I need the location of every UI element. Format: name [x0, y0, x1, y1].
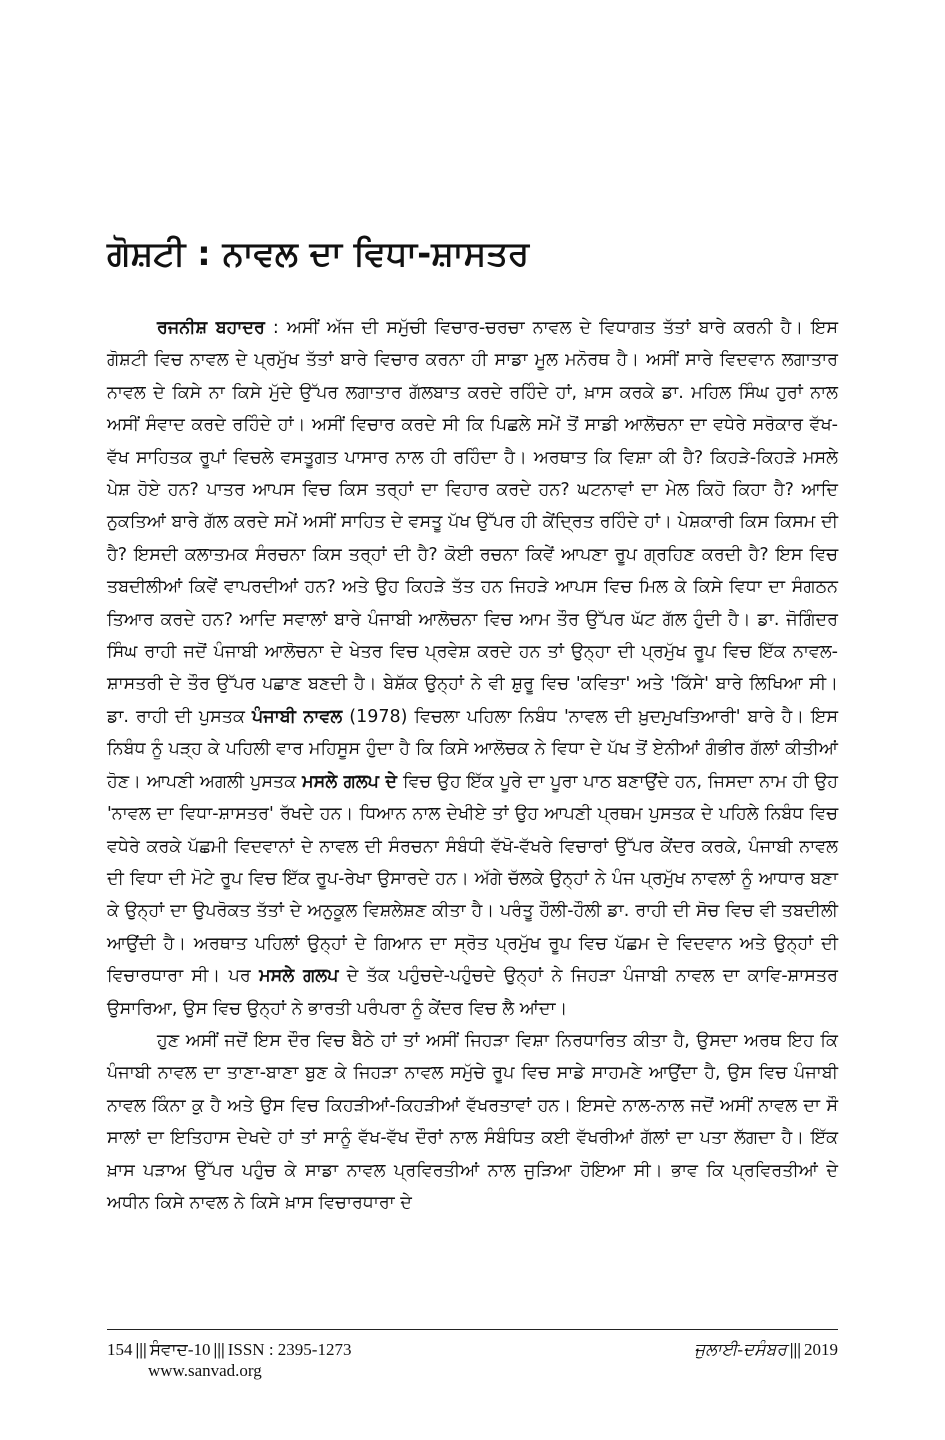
page-number: 154	[107, 1340, 133, 1359]
book-title: ਪੰਜਾਬੀ ਨਾਵਲ	[252, 706, 343, 727]
paragraph: ਹੁਣ ਅਸੀਂ ਜਦੋਂ ਇਸ ਦੌਰ ਵਿਚ ਬੈਠੇ ਹਾਂ ਤਾਂ ਅਸੀਂ ਜਿਹੜਾ ਵਿਸ਼ਾ ਨਿਰਧਾਰਿਤ ਕੀਤਾ ਹੈ, ਉਸਦਾ ਅਰਥ ਇਹ ਕਿ ਪੰਜਾਬੀ ਨਾਵਲ ਦਾ ਤਾਣਾ-ਬਾਣਾ ਬੁਣ ਕੇ ਜਿਹੜਾ ਨਾਵਲ ਸਮੁੱਚੇ ਰੂਪ ਵਿਚ ਸਾਡੇ ਸਾਹਮਣੇ ਆਉਂਦਾ ਹੈ, ਉਸ ਵਿਚ ਪੰਜਾਬੀ ਨਾਵਲ ਕਿੰਨਾ ਕੁ ਹੈ ਅਤੇ ਉਸ ਵਿਚ ਕਿਹੜੀਆਂ-ਕਿਹੜੀਆਂ ਵੱਖਰਤਾਵਾਂ ਹਨ। ਇਸਦੇ ਨਾਲ-ਨਾਲ ਜਦੋਂ ਅਸੀਂ ਨਾਵਲ ਦਾ ਸੌ ਸਾਲਾਂ ਦਾ ਇਤਿਹਾਸ ਦੇਖਦੇ ਹਾਂ ਤਾਂ ਸਾਨੂੰ ਵੱਖ-ਵੱਖ ਦੌਰਾਂ ਨਾਲ ਸੰਬੰਧਿਤ ਕਈ ਵੱਖਰੀਆਂ ਗੱਲਾਂ ਦਾ ਪਤਾ ਲੱਗਦਾ ਹੈ। ਇੱਕ ਖ਼ਾਸ ਪੜਾਅ ਉੱਪਰ ਪਹੁੰਚ ਕੇ ਸਾਡਾ ਨਾਵਲ ਪ੍ਰਵਿਰਤੀਆਂ ਨਾਲ ਜੁੜਿਆ ਹੋਇਆ ਸੀ। ਭਾਵ ਕਿ ਪ੍ਰਵਿਰਤੀਆਂ ਦੇ ਅਧੀਨ ਕਿਸੇ ਨਾਵਲ ਨੇ ਕਿਸੇ ਖ਼ਾਸ ਵਿਚਾਰਧਾਰਾ ਦੇ	[107, 1030, 838, 1213]
journal-name: ਸੰਵਾਦ-10	[149, 1340, 211, 1359]
footer-divider	[107, 1329, 838, 1330]
book-title: ਮਸਲੇ ਗਲਪ ਦੇ	[302, 771, 398, 792]
paragraph-text: : ਅਸੀਂ ਅੱਜ ਦੀ ਸਮੁੱਚੀ ਵਿਚਾਰ-ਚਰਚਾ ਨਾਵਲ ਦੇ ਵਿਧਾਗਤ ਤੱਤਾਂ ਬਾਰੇ ਕਰਨੀ ਹੈ। ਇਸ ਗੋਸ਼ਟੀ ਵਿਚ ਨਾਵਲ ਦੇ ਪ੍ਰਮੁੱਖ ਤੱਤਾਂ ਬਾਰੇ ਵਿਚਾਰ ਕਰਨਾ ਹੀ ਸਾਡਾ ਮੂਲ ਮਨੋਰਥ ਹੈ। ਅਸੀਂ ਸਾਰੇ ਵਿਦਵਾਨ ਲਗਾਤਾਰ ਨਾਵਲ ਦੇ ਕਿਸੇ ਨਾ ਕਿਸੇ ਮੁੱਦੇ ਉੱਪਰ ਲਗਾਤਾਰ ਗੱਲਬਾਤ ਕਰਦੇ ਰਹਿੰਦੇ ਹਾਂ, ਖ਼ਾਸ ਕਰਕੇ ਡਾ. ਮਹਿਲ ਸਿੰਘ ਹੁਰਾਂ ਨਾਲ ਅਸੀਂ ਸੰਵਾਦ ਕਰਦੇ ਰਹਿੰਦੇ ਹਾਂ। ਅਸੀਂ ਵਿਚਾਰ ਕਰਦੇ ਸੀ ਕਿ ਪਿਛਲੇ ਸਮੇਂ ਤੋਂ ਸਾਡੀ ਆਲੋਚਨਾ ਦਾ ਵਧੇਰੇ ਸਰੋਕਾਰ ਵੱਖ-ਵੱਖ ਸਾਹਿਤਕ ਰੂਪਾਂ ਵਿਚਲੇ ਵਸਤੂਗਤ ਪਾਸਾਰ ਨਾਲ ਹੀ ਰਹਿੰਦਾ ਹੈ। ਅਰਥਾਤ ਕਿ ਵਿਸ਼ਾ ਕੀ ਹੈ? ਕਿਹੜੇ-ਕਿਹੜੇ ਮਸਲੇ ਪੇਸ਼ ਹੋਏ ਹਨ? ਪਾਤਰ ਆਪਸ ਵਿਚ ਕਿਸ ਤਰ੍ਹਾਂ ਦਾ ਵਿਹਾਰ ਕਰਦੇ ਹਨ? ਘਟਨਾਵਾਂ ਦਾ ਮੇਲ ਕਿਹੋ ਕਿਹਾ ਹੈ? ਆਦਿ ਨੁਕਤਿਆਂ ਬਾਰੇ ਗੱਲ ਕਰਦੇ ਸਮੇਂ ਅਸੀਂ ਸਾਹਿਤ ਦੇ ਵਸਤੂ ਪੱਖ ਉੱਪਰ ਹੀ ਕੇਂਦ੍ਰਿਤ ਰਹਿੰਦੇ ਹਾਂ। ਪੇਸ਼ਕਾਰੀ ਕਿਸ ਕਿਸਮ ਦੀ ਹੈ? ਇਸਦੀ ਕਲਾਤਮਕ ਸੰਰਚਨਾ ਕਿਸ ਤਰ੍ਹਾਂ ਦੀ ਹੈ? ਕੋਈ ਰਚਨਾ ਕਿਵੇਂ ਆਪਣਾ ਰੂਪ ਗ੍ਰਹਿਣ ਕਰਦੀ ਹੈ? ਇਸ ਵਿਚ ਤਬਦੀਲੀਆਂ ਕਿਵੇਂ ਵਾਪਰਦੀਆਂ ਹਨ? ਅਤੇ ਉਹ ਕਿਹੜੇ ਤੱਤ ਹਨ ਜਿਹੜੇ ਆਪਸ ਵਿਚ ਮਿਲ ਕੇ ਕਿਸੇ ਵਿਧਾ ਦਾ ਸੰਗਠਨ ਤਿਆਰ ਕਰਦੇ ਹਨ? ਆਦਿ ਸਵਾਲਾਂ ਬਾਰੇ ਪੰਜਾਬੀ ਆਲੋਚਨਾ ਵਿਚ ਆਮ ਤੌਰ ਉੱਪਰ ਘੱਟ ਗੱਲ ਹੁੰਦੀ ਹੈ। ਡਾ. ਜੋਗਿੰਦਰ ਸਿੰਘ ਰਾਹੀ ਜਦੋਂ ਪੰਜਾਬੀ ਆਲੋਚਨਾ ਦੇ ਖੇਤਰ ਵਿਚ ਪ੍ਰਵੇਸ਼ ਕਰਦੇ ਹਨ ਤਾਂ ਉਨ੍ਹਾ ਦੀ ਪ੍ਰਮੁੱਖ ਰੂਪ ਵਿਚ ਇੱਕ ਨਾਵਲ-ਸ਼ਾਸਤਰੀ ਦੇ ਤੌਰ ਉੱਪਰ ਪਛਾਣ ਬਣਦੀ ਹੈ। ਬੇਸ਼ੱਕ ਉਨ੍ਹਾਂ ਨੇ ਵੀ ਸ਼ੁਰੂ ਵਿਚ 'ਕਵਿਤਾ' ਅਤੇ 'ਕਿੱਸੇ' ਬਾਰੇ ਲਿਖਿਆ ਸੀ। ਡਾ. ਰਾਹੀ ਦੀ ਪੁਸਤਕ	[107, 318, 838, 727]
issue-period: ਜੁਲਾਈ-ਦਸੰਬਰ	[694, 1340, 787, 1359]
footer-separator: |||	[213, 1340, 225, 1359]
article-title: ਗੋਸ਼ਟੀ : ਨਾਵਲ ਦਾ ਵਿਧਾ-ਸ਼ਾਸਤਰ	[107, 234, 530, 274]
issn: ISSN : 2395-1273	[227, 1340, 352, 1359]
paragraph-text: (1978) ਵਿਚਲਾ ਪਹਿਲਾ ਨਿਬੰਧ 'ਨਾਵਲ ਦੀ ਖ਼ੁਦਮੁਖਤਿਆਰੀ' ਬਾਰੇ ਹੈ। ਇਸ ਨਿਬੰਧ ਨੂੰ ਪੜ੍ਹ ਕੇ ਪਹਿਲੀ ਵਾਰ ਮਹਿਸੂਸ ਹੁੰਦਾ ਹੈ ਕਿ ਕਿਸੇ ਆਲੋਚਕ ਨੇ ਵਿਧਾ ਦੇ ਪੱਖ ਤੋਂ ਏਨੀਆਂ ਗੰਭੀਰ ਗੱਲਾਂ ਕੀਤੀਆਂ ਹੋਣ। ਆਪਣੀ ਅਗਲੀ ਪੁਸਤਕ	[107, 706, 838, 792]
book-title: ਮਸਲੇ ਗਲਪ	[259, 966, 339, 987]
footer-right	[694, 1339, 838, 1361]
paragraph-text: ਵਿਚ ਉਹ ਇੱਕ ਪੂਰੇ ਦਾ ਪੂਰਾ ਪਾਠ ਬਣਾਉਂਦੇ ਹਨ, ਜਿਸਦਾ ਨਾਮ ਹੀ ਉਹ 'ਨਾਵਲ ਦਾ ਵਿਧਾ-ਸ਼ਾਸਤਰ' ਰੱਖਦੇ ਹਨ। ਧਿਆਨ ਨਾਲ ਦੇਖੀਏ ਤਾਂ ਉਹ ਆਪਣੀ ਪ੍ਰਥਮ ਪੁਸਤਕ ਦੇ ਪਹਿਲੇ ਨਿਬੰਧ ਵਿਚ ਵਧੇਰੇ ਕਰਕੇ ਪੱਛਮੀ ਵਿਦਵਾਨਾਂ ਦੇ ਨਾਵਲ ਦੀ ਸੰਰਚਨਾ ਸੰਬੰਧੀ ਵੱਖੋ-ਵੱਖਰੇ ਵਿਚਾਰਾਂ ਉੱਪਰ ਕੇਂਦਰ ਕਰਕੇ, ਪੰਜਾਬੀ ਨਾਵਲ ਦੀ ਵਿਧਾ ਦੀ ਮੋਟੇ ਰੂਪ ਵਿਚ ਇੱਕ ਰੂਪ-ਰੇਖਾ ਉਸਾਰਦੇ ਹਨ। ਅੱਗੇ ਚੱਲਕੇ ਉਨ੍ਹਾਂ ਨੇ ਪੰਜ ਪ੍ਰਮੁੱਖ ਨਾਵਲਾਂ ਨੂੰ ਆਧਾਰ ਬਣਾ ਕੇ ਉਨ੍ਹਾਂ ਦਾ ਉਪਰੋਕਤ ਤੱਤਾਂ ਦੇ ਅਨੁਕੂਲ ਵਿਸ਼ਲੇਸ਼ਣ ਕੀਤਾ ਹੈ। ਪਰੰਤੂ ਹੌਲੀ-ਹੌਲੀ ਡਾ. ਰਾਹੀ ਦੀ ਸੋਚ ਵਿਚ ਵੀ ਤਬਦੀਲੀ ਆਉਂਦੀ ਹੈ। ਅਰਥਾਤ ਪਹਿਲਾਂ ਉਨ੍ਹਾਂ ਦੇ ਗਿਆਨ ਦਾ ਸ੍ਰੋਤ ਪ੍ਰਮੁੱਖ ਰੂਪ ਵਿਚ ਪੱਛਮ ਦੇ ਵਿਦਵਾਨ ਅਤੇ ਉਨ੍ਹਾਂ ਦੀ ਵਿਚਾਰਧਾਰਾ ਸੀ। ਪਰ	[107, 771, 839, 987]
footer-separator: |||	[135, 1340, 147, 1359]
paragraph-text: ਦੇ ਤੱਕ ਪਹੁੰਚਦੇ-ਪਹੁੰਚਦੇ ਉਨ੍ਹਾਂ ਨੇ ਜਿਹੜਾ ਪੰਜਾਬੀ ਨਾਵਲ ਦਾ ਕਾਵਿ-ਸ਼ਾਸਤਰ ਉਸਾਰਿਆ, ਉਸ ਵਿਚ ਉਨ੍ਹਾਂ ਨੇ ਭਾਰਤੀ ਪਰੰਪਰਾ ਨੂੰ ਕੇਂਦਰ ਵਿਚ ਲੈ ਆਂਦਾ।	[107, 966, 839, 1019]
footer-left	[107, 1339, 351, 1361]
website-link[interactable]: www.sanvad.org	[148, 1361, 262, 1380]
issue-year: 2019	[804, 1340, 838, 1359]
footer-separator: |||	[789, 1340, 801, 1359]
speaker-name: ਰਜਨੀਸ਼ ਬਹਾਦਰ	[157, 318, 265, 338]
article-body	[107, 312, 838, 1219]
paragraph	[107, 312, 838, 1025]
